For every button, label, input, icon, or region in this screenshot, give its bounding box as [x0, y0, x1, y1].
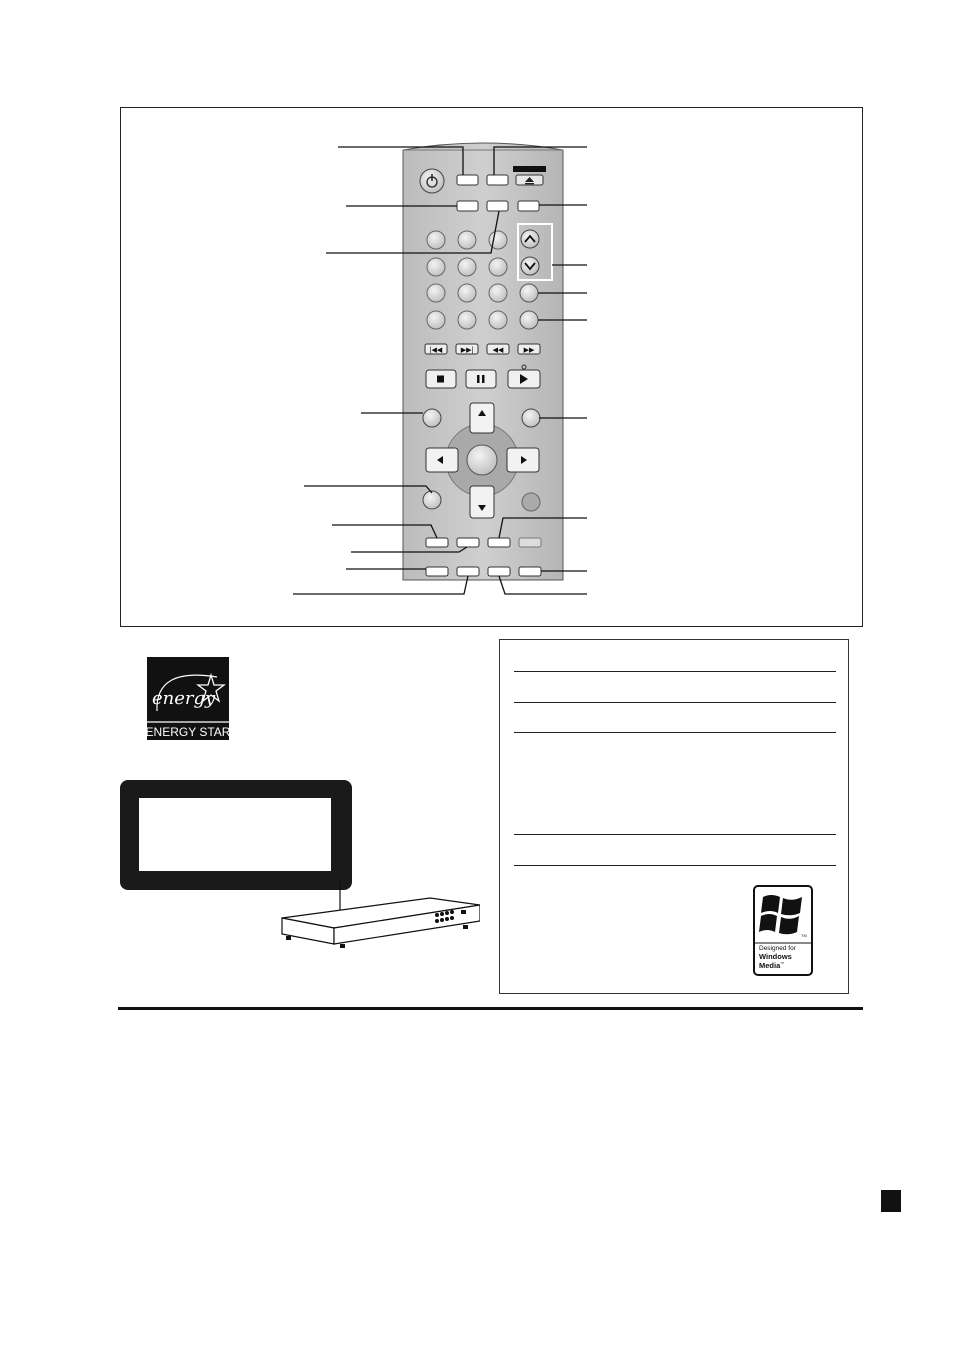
windows-text: Windows	[759, 952, 792, 961]
row2-button-1	[457, 201, 478, 211]
down-button	[521, 257, 539, 275]
right-round-button-lower	[522, 493, 540, 511]
top-button-1	[457, 175, 478, 185]
section-divider	[118, 1007, 863, 1010]
lower-button-1	[426, 538, 448, 547]
bottom-button-4	[519, 567, 541, 576]
disc-slot	[513, 166, 546, 172]
up-button	[521, 230, 539, 248]
rule-1	[514, 671, 836, 672]
nav-down-button	[470, 486, 494, 518]
row2-button-3	[518, 201, 539, 211]
nav-up-button	[470, 403, 494, 433]
left-round-button-upper	[423, 409, 441, 427]
top-button-2	[487, 175, 508, 185]
side-round-button-1	[520, 284, 538, 302]
bottom-button-3	[488, 567, 510, 576]
windows-media-logo	[753, 885, 813, 976]
energy-wordmark: energy	[152, 688, 216, 709]
tm-mark: TM	[801, 933, 807, 938]
bottom-button-2	[457, 567, 479, 576]
lower-button-3	[488, 538, 510, 547]
rule-3	[514, 732, 836, 733]
media-tm: ™	[780, 961, 785, 966]
unit-illustration	[280, 880, 480, 955]
side-round-button-2	[520, 311, 538, 329]
right-round-button-upper	[522, 409, 540, 427]
media-text: Media	[759, 961, 781, 970]
remote-control-figure	[120, 107, 863, 627]
skip-back-icon: |◀◀	[429, 347, 443, 354]
nav-enter-button	[467, 445, 497, 475]
bottom-button-1	[426, 567, 448, 576]
laser-product-label	[120, 780, 352, 890]
skip-forward-icon: ▶▶|	[460, 347, 474, 354]
fast-forward-icon: ▶▶	[523, 347, 535, 354]
lower-button-4	[519, 538, 541, 547]
page-index-marker	[881, 1190, 901, 1212]
rule-2	[514, 702, 836, 703]
remote-control-diagram	[121, 108, 864, 628]
rule-5	[514, 865, 836, 866]
pause-button	[466, 370, 496, 388]
stop-icon	[437, 376, 444, 383]
row2-button-2	[487, 201, 508, 211]
rewind-icon: ◀◀	[492, 347, 504, 354]
lower-button-2	[457, 538, 479, 547]
designed-for-text: Designed for	[759, 945, 796, 952]
energy-star-label: ENERGY STAR	[147, 725, 229, 739]
rule-4	[514, 834, 836, 835]
energy-star-logo	[147, 657, 229, 740]
laser-label-window	[139, 798, 331, 871]
left-round-button-lower	[423, 491, 441, 509]
